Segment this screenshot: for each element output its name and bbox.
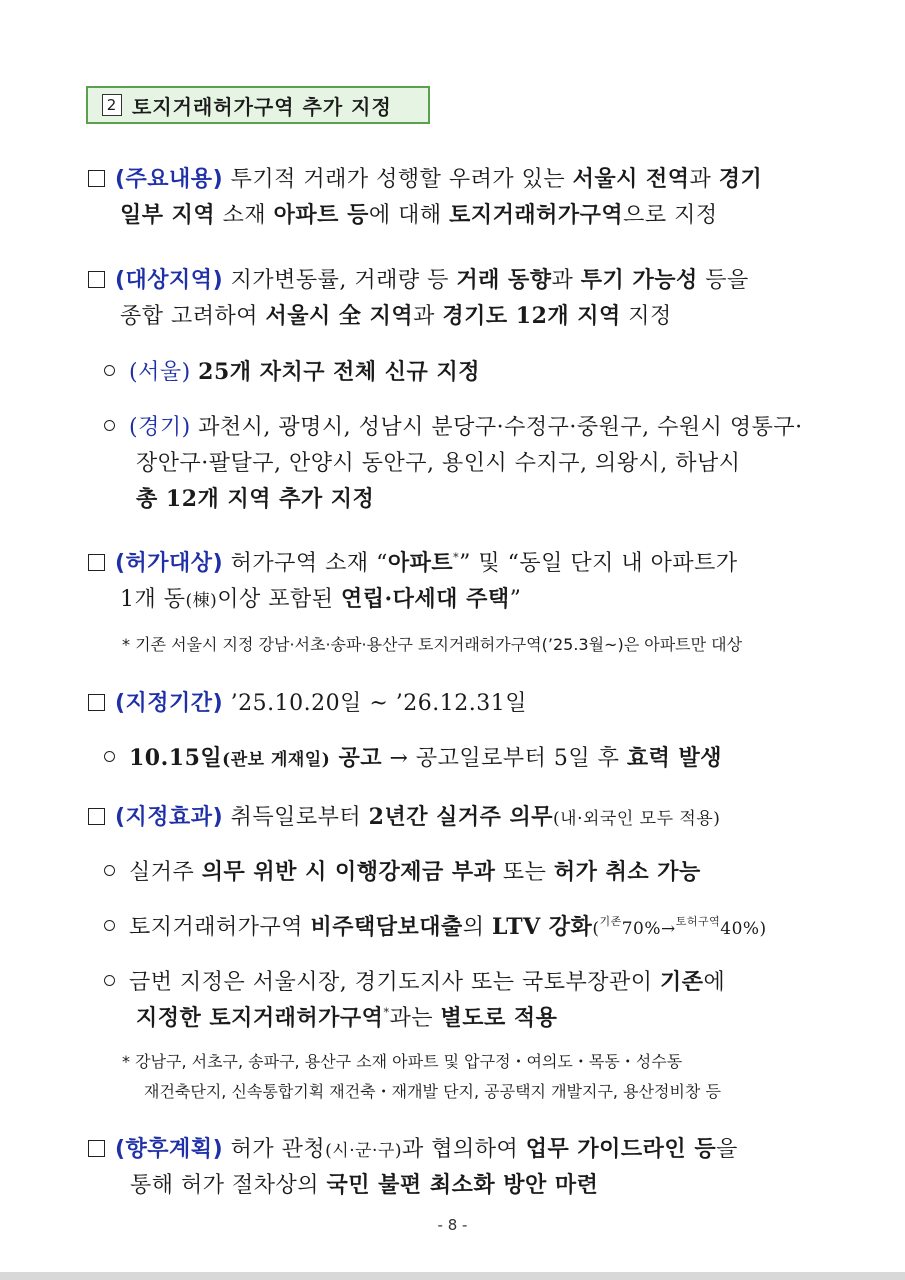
s5-label: (지정효과) (115, 805, 224, 830)
s2-seoul-line (104, 355, 480, 386)
s3-bold: 아파트 (387, 550, 454, 576)
s2-bold: 거래 동향 (456, 267, 552, 293)
square-bullet-icon (88, 554, 105, 571)
circle-bullet-icon (104, 920, 115, 931)
s5-bold: 허가 취소 가능 (553, 859, 701, 885)
s2-text: 종합 고려하여 (120, 304, 266, 329)
s4-text: → 공고일로부터 5일 후 (381, 746, 627, 771)
s6-text: 을 (716, 1137, 738, 1162)
s1-line1 (88, 162, 762, 193)
s5-text: 과는 (389, 1006, 441, 1031)
s4-sub (104, 741, 722, 772)
s3-text: ” 및 “동일 단지 내 아파트가 (459, 551, 738, 576)
gg-text: 과천시, 광명시, 성남시 분당구·수정구·중원구, 수원시 영통구· (198, 415, 803, 440)
s5-text: 에 (703, 970, 726, 995)
section-title-box (86, 86, 430, 124)
gg-total: 총 12개 지역 추가 지정 (136, 486, 375, 512)
s3-small: (棟) (185, 591, 218, 611)
s2-bold: 경기도 12개 지역 (442, 303, 621, 329)
section-number: 2 (102, 94, 122, 116)
square-bullet-icon (88, 271, 105, 288)
s5-text: 토지거래허가구역 (129, 915, 311, 940)
s5-note1: * 강남구, 서초구, 송파구, 용산구 소재 아파트 및 압구정・여의도・목동・성수동 (122, 1052, 683, 1071)
s2-text: 과 (551, 268, 581, 293)
s3-bold: 연립·다세대 주택 (341, 586, 510, 612)
s5-line1 (88, 800, 720, 831)
s2-text: 과 (413, 304, 443, 329)
s5-small: (내·외국인 모두 적용) (553, 809, 721, 829)
s2-gg-line1 (104, 410, 803, 441)
s6-small: (시·군·구) (325, 1141, 402, 1161)
s5-small: 40%) (720, 919, 767, 939)
s1-bold: 아파트 등 (273, 202, 369, 228)
s1-text: 에 대해 (368, 203, 450, 228)
s3-line2 (120, 582, 521, 613)
s4-bold: 효력 발생 (626, 745, 723, 771)
s3-footnote-mark: * (453, 551, 460, 564)
s4-period: ’25.10.20일 ~ ’26.12.31일 (230, 691, 527, 716)
s5-text: 또는 (495, 860, 554, 885)
s5-bullet2 (104, 910, 767, 941)
s5-text: 금번 지정은 서울시장, 경기도지사 또는 국토부장관이 (129, 970, 660, 995)
s5-bold: 지정한 토지거래허가구역 (136, 1005, 384, 1031)
page-bottom-edge (0, 1272, 905, 1280)
s1-text: 과 (689, 167, 719, 192)
s2-line2 (120, 299, 672, 330)
square-bullet-icon (88, 694, 105, 711)
s4-line1 (88, 686, 527, 717)
s5-bold: 2년간 실거주 의무 (368, 804, 554, 830)
gg-text: 장안구·팔달구, 안양시 동안구, 용인시 수지구, 의왕시, 하남시 (136, 451, 741, 476)
s2-text: 등을 (697, 268, 749, 293)
seoul-label: (서울) (129, 360, 191, 385)
s4-bold: 공고 (330, 745, 382, 771)
s2-bold: 서울시 全 지역 (265, 303, 414, 329)
s2-gg-line2 (136, 446, 740, 477)
s5-small: 70%→ (621, 919, 676, 939)
s5-text: 실거주 (129, 860, 202, 885)
s5-bold: 의무 위반 시 이행강제금 부과 (201, 859, 496, 885)
s1-line2 (120, 198, 718, 229)
square-bullet-icon (88, 170, 105, 187)
s3-text: 허가구역 소재 “ (230, 551, 388, 576)
s5-sup: 기존 (599, 915, 622, 928)
s2-gg-line3 (136, 482, 374, 513)
s4-small: (관보 게재일) (222, 750, 331, 770)
s6-text: 허가 관청 (230, 1137, 326, 1162)
gg-label: (경기) (129, 415, 191, 440)
s5-text: 취득일로부터 (230, 805, 369, 830)
s4-label: (지정기간) (115, 691, 224, 716)
section-title: 토지거래허가구역 추가 지정 (132, 94, 392, 119)
s5-bullet1 (104, 855, 701, 886)
s6-bold: 업무 가이드라인 등 (525, 1136, 717, 1162)
s5-bold: 별도로 적용 (440, 1005, 558, 1031)
s2-text: 지정 (620, 304, 672, 329)
page-number: - 8 - (437, 1216, 468, 1234)
s5-bold: 비주택담보대출 (310, 914, 463, 940)
s5-note2: 재건축단지, 신속통합기획 재건축・재개발 단지, 공공택지 개발지구, 용산정비창 등 (144, 1082, 721, 1101)
seoul-text: 25개 자치구 전체 신규 지정 (198, 359, 480, 385)
s5-bold: LTV 강화 (492, 914, 593, 940)
s3-text: ” (509, 587, 522, 612)
s3-line1 (88, 546, 738, 577)
s5-small: ( (592, 919, 600, 939)
circle-bullet-icon (104, 751, 115, 762)
s4-bold: 10.15일 (129, 745, 223, 771)
s6-text: 통해 허가 절차상의 (130, 1173, 327, 1198)
s5-text: 의 (462, 915, 493, 940)
s1-bold: 경기 (718, 166, 763, 192)
circle-bullet-icon (104, 365, 115, 376)
square-bullet-icon (88, 1140, 105, 1157)
circle-bullet-icon (104, 420, 115, 431)
square-bullet-icon (88, 808, 105, 825)
s5-bullet3-line2 (136, 1001, 557, 1032)
s5-sup: 토허구역 (675, 915, 721, 928)
s6-line1 (88, 1132, 738, 1163)
s1-text: 으로 지정 (623, 203, 718, 228)
s2-label: (대상지역) (115, 268, 224, 293)
s6-bold: 국민 불편 최소화 방안 마련 (326, 1172, 599, 1198)
s1-bold: 일부 지역 (120, 202, 216, 228)
s2-text: 지가변동률, 거래량 등 (230, 268, 457, 293)
s3-label: (허가대상) (115, 551, 224, 576)
s1-bold: 서울시 전역 (572, 166, 690, 192)
s3-note: * 기존 서울시 지정 강남·서초·송파·용산구 토지거래허가구역(’25.3월~)은 아파트만 대상 (122, 635, 743, 654)
circle-bullet-icon (104, 865, 115, 876)
s5-bullet3-line1 (104, 965, 725, 996)
s1-text: 투기적 거래가 성행할 우려가 있는 (230, 167, 573, 192)
s6-label: (향후계획) (115, 1137, 224, 1162)
s2-bold: 투기 가능성 (580, 267, 698, 293)
s1-bold: 토지거래허가구역 (449, 202, 624, 228)
circle-bullet-icon (104, 975, 115, 986)
s3-text: 이상 포함된 (217, 587, 342, 612)
s3-text: 1개 동 (120, 587, 186, 612)
s6-line2 (130, 1168, 598, 1199)
s6-text: 과 협의하여 (401, 1137, 526, 1162)
s1-label: (주요내용) (115, 167, 224, 192)
s1-text: 소재 (215, 203, 274, 228)
s2-line1 (88, 263, 749, 294)
s5-bold: 기존 (660, 969, 704, 995)
s5-footnote-mark: * (383, 1006, 390, 1019)
